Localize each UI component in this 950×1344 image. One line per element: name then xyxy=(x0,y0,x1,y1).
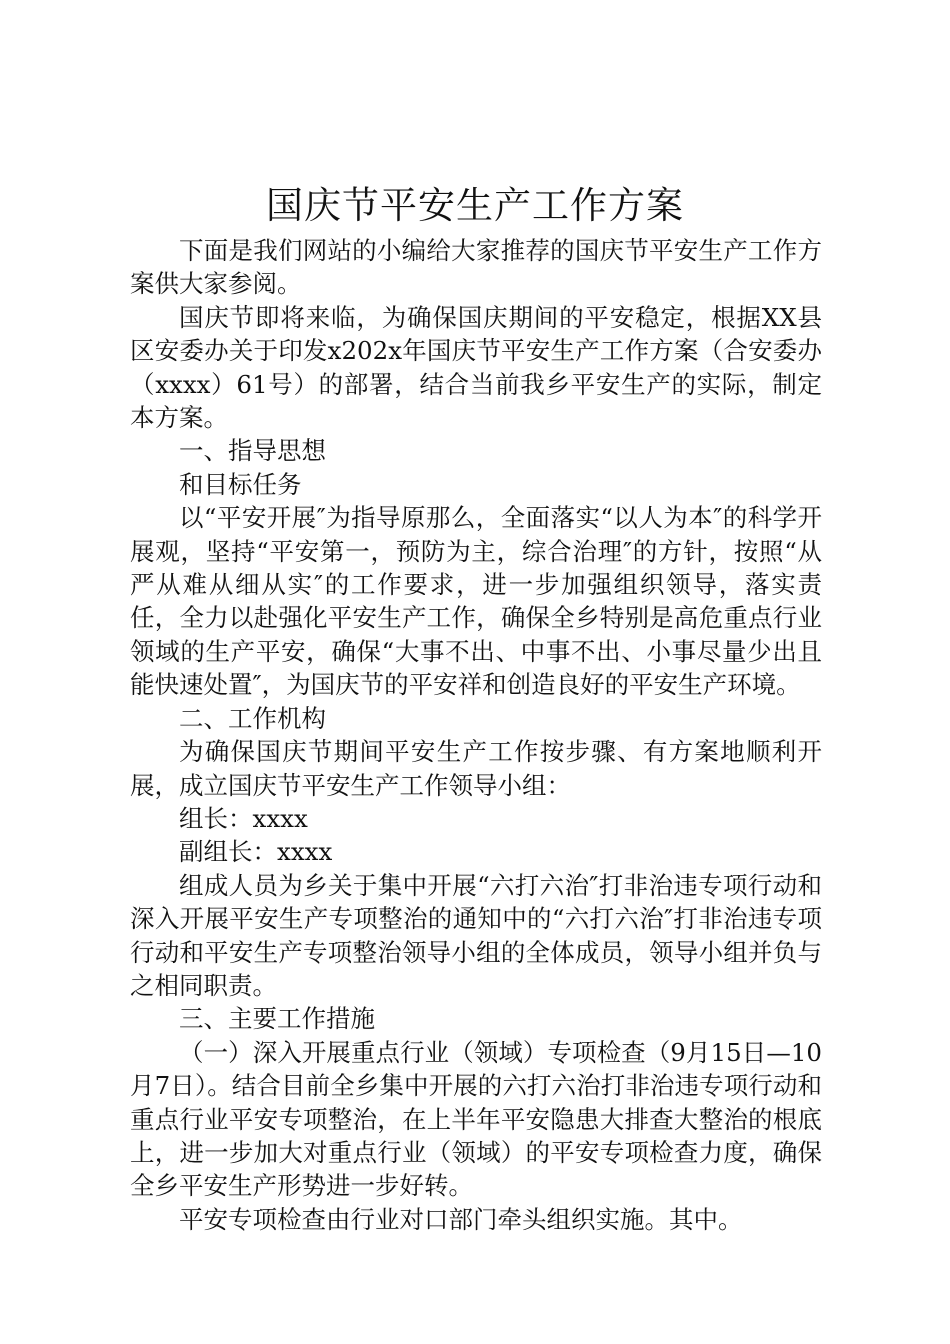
heading-guiding-thought: 一、指导思想 xyxy=(179,436,326,466)
paragraph-members: 组成人员为乡关于集中开展“六打六治″打非治违专项行动和深入开展平安生产专项整治的通知中的“六打六治″打非治违专项行动和平安生产专项整治领导小组的全体成员，领导小组并负与之相同职责。 xyxy=(130,870,822,1000)
paragraph-guiding-content: 以“平安开展″为指导原那么，全面落实“以人为本″的科学开展观，坚持“平安第一，预防为主，综合治理″的方针，按照“从严从难从细从实″的工作要求，进一步加强组织领导，落实责任，全力以赴强化平安生产工作，确保全乡特别是高危重点行业领域的生产平安，确保“大事不出、中事不出、小事尽量少出且能快速处置″，为国庆节的平安祥和创造良好的平安生产环境。 xyxy=(130,503,822,700)
paragraph-measure-one: （一）深入开展重点行业（领域）专项检查（9月15日—10月7日）。结合目前全乡集中开展的六打六治打非治违专项行动和重点行业平安专项整治，在上半年平安隐患大排查大整治的根底上，进一步加大对重点行业（领域）的平安专项检查力度，确保全乡平安生产形势进一步好转。 xyxy=(130,1037,822,1201)
deputy-team-leader: 副组长：xxxx xyxy=(179,837,333,867)
heading-measures: 三、主要工作措施 xyxy=(179,1004,375,1034)
document-body xyxy=(130,234,822,1236)
heading-goals: 和目标任务 xyxy=(179,469,302,499)
team-leader: 组长：xxxx xyxy=(179,803,308,833)
paragraph-inspection: 平安专项检查由行业对口部门牵头组织实施。其中。 xyxy=(179,1204,743,1234)
document-title: 国庆节平安生产工作方案 xyxy=(266,184,684,227)
paragraph-background: 国庆节即将来临，为确保国庆期间的平安稳定，根据XX县区安委办关于印发x202x年国庆节平安生产工作方案（合安委办（xxxx）61号）的部署，结合当前我乡平安生产的实际，制定本方案。 xyxy=(130,302,822,433)
paragraph-organization: 为确保国庆节期间平安生产工作按步骤、有方案地顺利开展，成立国庆节平安生产工作领导小组： xyxy=(130,737,822,800)
paragraph-intro: 下面是我们网站的小编给大家推荐的国庆节平安生产工作方案供大家参阅。 xyxy=(130,236,822,299)
heading-organization: 二、工作机构 xyxy=(179,703,326,733)
